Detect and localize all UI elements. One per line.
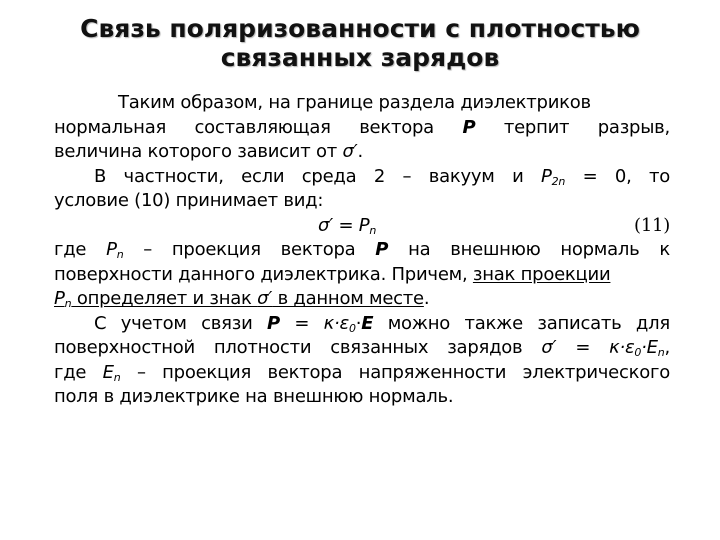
text: условие (10) принимает вид: [54, 190, 324, 211]
P-2n [541, 166, 565, 187]
text: где [54, 361, 87, 383]
text: – проекция вектора напряженности электрического [136, 361, 670, 383]
P-n [106, 239, 123, 260]
subscript: n [657, 346, 665, 359]
formula-11 [54, 214, 670, 239]
text-line-7 [54, 238, 670, 263]
subscript: n [113, 370, 121, 384]
relation-sigma [541, 337, 670, 358]
symbol-P: P [106, 239, 117, 260]
underlined-text [54, 288, 424, 309]
text: = 0, то [582, 165, 670, 187]
text: поля в диэлектрике на внешнюю нормаль. [54, 386, 454, 407]
text-line-8 [54, 263, 670, 288]
slide-title [0, 14, 720, 72]
text-line-1 [54, 91, 670, 116]
text: В частности, если среда 2 – вакуум и [94, 165, 524, 187]
sigma-prime: σ′ [342, 141, 358, 162]
equals: = [279, 312, 324, 334]
sigma-prime: σ′ [257, 288, 273, 309]
equals: = [556, 337, 610, 358]
text: поверхности данного диэлектрика. Причем, [54, 263, 473, 285]
text-line-5 [54, 189, 670, 214]
text-line-13 [54, 385, 670, 410]
text-line-3 [54, 140, 670, 165]
symbol-E: ·E [641, 337, 658, 358]
text: нормальная составляющая вектора [54, 116, 434, 138]
text-line-9 [54, 287, 670, 312]
relation-P-kappa-E [267, 313, 373, 334]
sigma-prime: σ′ [541, 337, 557, 358]
symbol-P: P [54, 288, 65, 309]
sigma-prime: σ′ [318, 214, 333, 236]
E-n [103, 362, 121, 383]
equals: = [333, 214, 359, 236]
vector-P: P [266, 312, 280, 334]
underlined-text: знак проекции [472, 263, 611, 285]
text: . [357, 141, 363, 162]
symbol-E: E [102, 361, 114, 383]
title-line-1: Связь поляризованности с плотностью [80, 14, 640, 43]
symbol-P: P [358, 214, 370, 236]
kappa-epsilon: κ·ε [323, 312, 349, 334]
subscript: n [116, 248, 124, 261]
text: терпит разрыв, [503, 116, 670, 138]
formula-expression [318, 214, 376, 239]
text: определяет и знак [71, 288, 258, 309]
text-line-2 [54, 116, 670, 141]
dot: · [355, 312, 362, 334]
vector-E: E [361, 312, 374, 334]
title-line-2: связанных зарядов [220, 43, 500, 72]
text: С учетом связи [94, 312, 253, 334]
subscript: 0 [348, 321, 356, 335]
text: можно также записать для [387, 312, 670, 334]
text-line-12 [54, 361, 670, 386]
subscript: n [64, 297, 72, 310]
text: Таким образом, на границе раздела диэлектриков [118, 92, 591, 113]
formula-number: (11) [634, 214, 670, 236]
subscript: n [369, 223, 377, 237]
subscript: 0 [634, 346, 642, 359]
text: , [664, 337, 670, 358]
text-line-10 [54, 312, 670, 337]
text: . [423, 288, 430, 309]
text: на внешнюю нормаль к [408, 239, 670, 260]
subscript: 2n [551, 174, 566, 188]
text: где [54, 239, 87, 260]
text-line-11 [54, 336, 670, 361]
slide-body-text [54, 91, 670, 410]
vector-P: P [462, 116, 476, 138]
text: величина которого зависит от [54, 141, 337, 162]
text: поверхностной плотности связанных зарядов [54, 337, 523, 358]
text-line-4 [54, 165, 670, 190]
symbol-P: P [541, 165, 552, 187]
text: – проекция вектора [143, 239, 356, 260]
text: в данном месте [272, 288, 424, 309]
kappa-epsilon: κ·ε [609, 337, 635, 358]
vector-P: P [375, 239, 389, 260]
